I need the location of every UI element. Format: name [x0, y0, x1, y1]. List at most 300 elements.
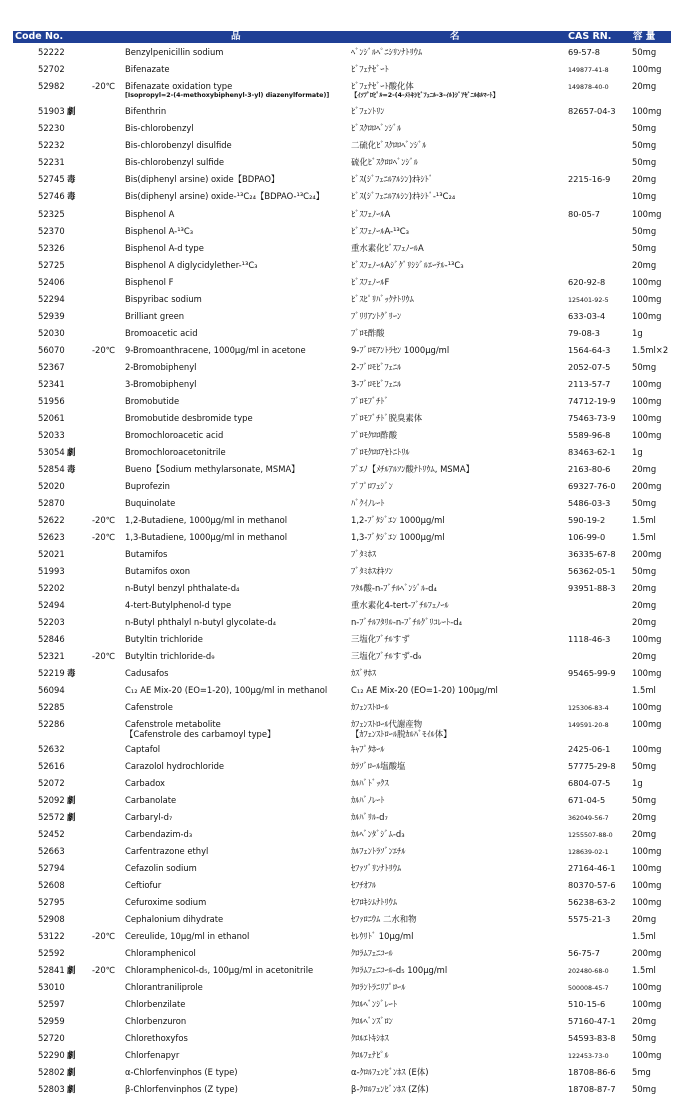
package-quantity: 50mg [632, 226, 657, 236]
product-code: 53010 [38, 982, 65, 992]
table-row [0, 188, 676, 206]
storage-temperature: -20℃ [92, 345, 116, 355]
product-name-en: 4-tert-Butylphenol-d type [125, 600, 232, 610]
table-row [0, 478, 676, 495]
product-name-en: Chlorbenzuron [125, 1016, 187, 1026]
product-name-en: Bromochloroacetonitrile [125, 447, 226, 457]
product-code: 52030 [38, 328, 65, 338]
table-row [0, 648, 676, 665]
table-row [0, 631, 676, 648]
product-name-en: Bifenthrin [125, 106, 167, 116]
package-quantity: 100mg [632, 702, 662, 712]
product-name-ja: ｾﾚｳﾘﾄﾞ 10μg/ml [351, 931, 414, 941]
cas-number: 1564-64-3 [568, 345, 611, 355]
package-quantity: 100mg [632, 209, 662, 219]
product-code: 52231 [38, 157, 65, 167]
cas-number: 18708-87-7 [568, 1084, 616, 1094]
product-name-ja: ﾌﾀﾙ酸-n-ﾌﾞﾁﾙﾍﾞﾝｼﾞﾙ-d₄ [351, 583, 437, 593]
product-name-en: Chlorfenapyr [125, 1050, 180, 1060]
table-row [0, 137, 676, 154]
table-row [0, 495, 676, 512]
package-quantity: 100mg [632, 880, 662, 890]
cas-number: 106-99-0 [568, 532, 606, 542]
product-name-en: Cephalonium dihydrate [125, 914, 224, 924]
product-name-en: Butamifos [125, 549, 168, 559]
package-quantity: 100mg [632, 379, 662, 389]
product-name-en: C₁₂ AE Mix-20 (EO=1-20), 100μg/ml in methanol [125, 685, 328, 695]
product-name-ja: ﾌﾞﾌﾟﾛﾌｪｼﾞﾝ [351, 481, 393, 491]
product-name-en: Chloramphenicol-d₅, 100μg/ml in acetonitrile [125, 965, 314, 975]
table-row [0, 206, 676, 223]
product-code: 52794 [38, 863, 65, 873]
product-code: 52959 [38, 1016, 65, 1026]
package-quantity: 50mg [632, 566, 657, 576]
table-row [0, 359, 676, 376]
package-quantity: 200mg [632, 481, 662, 491]
product-name-ja: 1,3-ﾌﾞﾀｼﾞｴﾝ 1000μg/ml [351, 532, 445, 542]
package-quantity: 20mg [632, 914, 657, 924]
table-row [0, 877, 676, 894]
product-code: 52623 [38, 532, 65, 542]
package-quantity: 100mg [632, 64, 662, 74]
product-name-en-note: 【Cafenstrole des carbamoyl type】 [125, 729, 276, 739]
table-row [0, 716, 676, 741]
product-code: 52608 [38, 880, 65, 890]
cas-number: 128639-02-1 [568, 849, 609, 856]
table-row [0, 427, 676, 444]
product-name-ja: ｾﾌｧｿﾞﾘﾝﾅﾄﾘｳﾑ [351, 863, 402, 873]
product-code: 52802 [38, 1067, 65, 1077]
product-name-ja: ﾋﾞｽﾌｪﾉｰﾙA [351, 209, 391, 219]
table-row [0, 78, 676, 103]
package-quantity: 1.5ml [632, 965, 656, 975]
product-name-en: 3-Bromobiphenyl [125, 379, 197, 389]
table-row [0, 792, 676, 809]
package-quantity: 100mg [632, 294, 662, 304]
product-code: 52202 [38, 583, 65, 593]
product-code: 52622 [38, 515, 65, 525]
cas-number: 79-08-3 [568, 328, 600, 338]
cas-number: 1255507-88-0 [568, 832, 613, 839]
cas-number: 27164-46-1 [568, 863, 616, 873]
product-name-ja: ｸﾛﾙﾍﾞﾝｽﾞﾛﾝ [351, 1016, 393, 1026]
package-quantity: 10mg [632, 191, 657, 201]
product-name-ja: ｾﾌｧﾛﾆｳﾑ 二水和物 [351, 914, 417, 924]
cas-number: 2052-07-5 [568, 362, 611, 372]
product-name-ja: 二硫化ﾋﾞｽｸﾛﾛﾍﾞﾝｼﾞﾙ [351, 140, 427, 150]
product-code: 52908 [38, 914, 65, 924]
table-row [0, 741, 676, 758]
cas-number: 125401-92-5 [568, 297, 609, 304]
product-code: 53054 [38, 447, 65, 457]
cas-number: 202480-68-0 [568, 968, 609, 975]
product-name-ja: ﾋﾞｽﾌｪﾉｰﾙAｼﾞｸﾞﾘｼｼﾞﾙｴｰﾃﾙ-¹³C₃ [351, 260, 464, 270]
cas-number: 149877-41-8 [568, 67, 609, 74]
product-code: 52702 [38, 64, 65, 74]
product-name-en: α-Chlorfenvinphos (E type) [125, 1067, 238, 1077]
product-name-en: Chlorethoxyfos [125, 1033, 188, 1043]
product-code: 52294 [38, 294, 65, 304]
product-name-en: Cefuroxime sodium [125, 897, 207, 907]
cas-number: 57160-47-1 [568, 1016, 616, 1026]
cas-number: 590-19-2 [568, 515, 606, 525]
table-row [0, 945, 676, 962]
package-quantity: 100mg [632, 863, 662, 873]
cas-number: 93951-88-3 [568, 583, 616, 593]
hazard-mark: 毒 [67, 174, 76, 184]
product-name-ja: 2-ﾌﾞﾛﾓﾋﾞﾌｪﾆﾙ [351, 362, 402, 372]
table-row [0, 546, 676, 563]
product-name-ja: ｸﾛﾗﾑﾌｪﾆｺｰﾙ-d₅ 100μg/ml [351, 965, 448, 975]
product-name-en: Carbadox [125, 778, 166, 788]
table-row [0, 529, 676, 546]
product-name-ja: ﾌﾞﾘﾘｱﾝﾄｸﾞﾘｰﾝ [351, 311, 402, 321]
product-code: 52072 [38, 778, 65, 788]
product-code: 52846 [38, 634, 65, 644]
product-code: 52597 [38, 999, 65, 1009]
product-code: 52870 [38, 498, 65, 508]
product-code: 52746 [38, 191, 65, 201]
table-row [0, 61, 676, 78]
table-row [0, 894, 676, 911]
package-quantity: 50mg [632, 1033, 657, 1043]
product-code: 52230 [38, 123, 65, 133]
package-quantity: 1.5ml [632, 931, 656, 941]
package-quantity: 20mg [632, 1016, 657, 1026]
table-row [0, 580, 676, 597]
product-code: 52494 [38, 600, 65, 610]
product-name-en: Chlorbenzilate [125, 999, 186, 1009]
cas-number: 75463-73-9 [568, 413, 616, 423]
product-code: 53122 [38, 931, 65, 941]
cas-number: 74712-19-9 [568, 396, 616, 406]
product-name-ja: ﾍﾞﾝｼﾞﾙﾍﾟﾆｼﾘﾝﾅﾄﾘｳﾑ [351, 47, 423, 57]
header-qty: 容 量 [633, 31, 656, 42]
storage-temperature: -20℃ [92, 965, 116, 975]
product-code: 52021 [38, 549, 65, 559]
product-table-body [0, 44, 676, 1098]
package-quantity: 50mg [632, 362, 657, 372]
cas-number: 510-15-6 [568, 999, 606, 1009]
table-row [0, 342, 676, 359]
product-name-ja: α-ｸﾛﾙﾌｪﾝﾋﾞﾝﾎｽ (E体) [351, 1067, 429, 1077]
product-name-ja: ｸﾛﾙﾌｪﾅﾋﾟﾙ [351, 1050, 389, 1060]
package-quantity: 100mg [632, 311, 662, 321]
table-row [0, 826, 676, 843]
product-name-ja: ﾌﾞﾛﾓ酢酸 [351, 328, 385, 338]
product-name-ja: ﾋﾞｽﾋﾟﾘﾊﾞｯｸﾅﾄﾘｳﾑ [351, 294, 414, 304]
product-name-en: Benzylpenicillin sodium [125, 47, 224, 57]
table-row [0, 1064, 676, 1081]
product-name-ja: ｾﾌﾁｵﾌﾙ [351, 880, 377, 890]
table-row [0, 1013, 676, 1030]
cas-number: 57775-29-8 [568, 761, 616, 771]
table-row [0, 154, 676, 171]
product-name-en: Carfentrazone ethyl [125, 846, 209, 856]
product-code: 52367 [38, 362, 65, 372]
cas-number: 2113-57-7 [568, 379, 611, 389]
product-name-ja: ｾﾌﾛｷｼﾑﾅﾄﾘｳﾑ [351, 897, 398, 907]
cas-number: 620-92-8 [568, 277, 606, 287]
product-name-en: Captafol [125, 744, 161, 754]
package-quantity: 100mg [632, 999, 662, 1009]
package-quantity: 1g [632, 778, 643, 788]
product-code: 52325 [38, 209, 65, 219]
package-quantity: 20mg [632, 600, 657, 610]
package-quantity: 1g [632, 447, 643, 457]
product-name-ja: ｶﾙﾍﾞﾝﾀﾞｼﾞﾑ-d₃ [351, 829, 405, 839]
cas-number: 5575-21-3 [568, 914, 611, 924]
cas-number: 69327-76-0 [568, 481, 616, 491]
product-name-ja-note: 【ｲｿﾌﾟﾛﾋﾟﾙ=2-(4-ﾒﾄｷｼﾋﾞﾌｪﾆﾙ-3-ｲﾙ)ｼﾞｱｾﾞﾆﾙﾎﾙﾏｰﾄ】 [351, 92, 499, 99]
cas-number: 54593-83-8 [568, 1033, 616, 1043]
product-name-en: Bifenazate [125, 64, 170, 74]
cas-number: 149591-20-8 [568, 722, 609, 729]
product-code: 52061 [38, 413, 65, 423]
cas-number: 5589-96-8 [568, 430, 611, 440]
table-row [0, 996, 676, 1013]
product-code: 52982 [38, 81, 65, 91]
product-name-ja: ｸﾛﾗﾝﾄﾗﾆﾘﾌﾟﾛｰﾙ [351, 982, 406, 992]
product-name-en: Bueno【Sodium methylarsonate, MSMA】 [125, 464, 300, 474]
package-quantity: 50mg [632, 761, 657, 771]
product-name-ja: ｶﾌｪﾝｽﾄﾛｰﾙ [351, 702, 389, 712]
table-row [0, 274, 676, 291]
cas-number: 56362-05-1 [568, 566, 616, 576]
package-quantity: 1.5ml [632, 515, 656, 525]
hazard-mark: 劇 [67, 447, 76, 457]
table-row [0, 120, 676, 137]
package-quantity: 50mg [632, 795, 657, 805]
package-quantity: 100mg [632, 277, 662, 287]
table-row [0, 979, 676, 996]
package-quantity: 20mg [632, 260, 657, 270]
table-row [0, 682, 676, 699]
package-quantity: 100mg [632, 846, 662, 856]
package-quantity: 1.5ml [632, 532, 656, 542]
cas-number: 149878-40-0 [568, 84, 609, 91]
product-name-ja: n-ﾌﾞﾁﾙﾌﾀﾘﾙ-n-ﾌﾞﾁﾙｸﾞﾘｺﾚｰﾄ-d₄ [351, 617, 462, 627]
product-name-ja: ｸﾛﾗﾑﾌｪﾆｺｰﾙ [351, 948, 393, 958]
product-name-ja: ﾋﾞｽﾌｪﾉｰﾙA-¹³C₃ [351, 226, 409, 236]
product-name-en: Cefazolin sodium [125, 863, 197, 873]
package-quantity: 100mg [632, 897, 662, 907]
header-name-ja: 名 [450, 31, 460, 42]
cas-number: 122453-73-0 [568, 1053, 609, 1060]
product-name-en: Bisphenol A diglycidylether-¹³C₃ [125, 260, 258, 270]
table-row [0, 699, 676, 716]
hazard-mark: 劇 [67, 1050, 76, 1060]
package-quantity: 1.5ml [632, 685, 656, 695]
product-code: 52092 [38, 795, 65, 805]
product-name-en: β-Chlorfenvinphos (Z type) [125, 1084, 238, 1094]
product-code: 52632 [38, 744, 65, 754]
cas-number: 125306-83-4 [568, 705, 609, 712]
product-name-ja: ﾋﾞｽ(ｼﾞﾌｪﾆﾙｱﾙｼﾝ)ｵｷｼﾄﾞ [351, 174, 433, 184]
storage-temperature: -20℃ [92, 651, 116, 661]
table-header [13, 31, 671, 43]
cas-number: 5486-03-3 [568, 498, 611, 508]
product-name-en: Butyltin trichloride [125, 634, 203, 644]
product-name-en: Bis(diphenyl arsine) oxide【BDPAO】 [125, 174, 280, 184]
product-code: 52406 [38, 277, 65, 287]
cas-number: 82657-04-3 [568, 106, 616, 116]
product-code: 52663 [38, 846, 65, 856]
storage-temperature: -20℃ [92, 81, 116, 91]
product-name-ja: ﾋﾞﾌｪﾝﾄﾘﾝ [351, 106, 385, 116]
product-name-ja: ﾋﾞｽﾌｪﾉｰﾙF [351, 277, 390, 287]
product-name-ja: ｶﾙﾌｪﾝﾄﾗｿﾞﾝｴﾁﾙ [351, 846, 406, 856]
product-name-ja: ﾌﾞｴﾉ【ﾒﾁﾙｱﾙｿﾝ酸ﾅﾄﾘｳﾑ, MSMA】 [351, 464, 474, 474]
package-quantity: 50mg [632, 1084, 657, 1094]
table-row [0, 1030, 676, 1047]
product-code: 52572 [38, 812, 65, 822]
product-name-en: Bisphenol A [125, 209, 175, 219]
package-quantity: 100mg [632, 106, 662, 116]
cas-number: 2163-80-6 [568, 464, 611, 474]
table-row [0, 512, 676, 529]
table-row [0, 911, 676, 928]
package-quantity: 50mg [632, 47, 657, 57]
product-name-en-note: [Isopropyl=2-(4-methoxybiphenyl-3-yl) diazenylformate)] [125, 92, 330, 99]
product-name-ja: ｷｬﾌﾟﾀﾎｰﾙ [351, 744, 385, 754]
product-name-ja: ﾌﾞﾀﾐﾎｽ [351, 549, 377, 559]
product-name-ja: ｶﾙﾊﾞﾉﾚｰﾄ [351, 795, 385, 805]
table-row [0, 928, 676, 945]
product-code: 52841 [38, 965, 65, 975]
hazard-mark: 劇 [67, 965, 76, 975]
product-code: 52033 [38, 430, 65, 440]
product-code: 52592 [38, 948, 65, 958]
table-row [0, 665, 676, 682]
product-code: 52939 [38, 311, 65, 321]
product-name-en: Bisphenol F [125, 277, 174, 287]
product-name-en: Carazolol hydrochloride [125, 761, 225, 771]
product-code: 52321 [38, 651, 65, 661]
product-code: 52219 [38, 668, 65, 678]
product-code: 52725 [38, 260, 65, 270]
hazard-mark: 劇 [67, 106, 76, 116]
cas-number: 1118-46-3 [568, 634, 611, 644]
product-name-ja: 三塩化ﾌﾞﾁﾙすず [351, 634, 410, 644]
product-name-ja: ｸﾛﾙｴﾄｷｼﾎｽ [351, 1033, 389, 1043]
table-row [0, 962, 676, 979]
product-name-ja: 1,2-ﾌﾞﾀｼﾞｴﾝ 1000μg/ml [351, 515, 445, 525]
product-name-en: Bis-chlorobenzyl sulfide [125, 157, 225, 167]
storage-temperature: -20℃ [92, 931, 116, 941]
package-quantity: 100mg [632, 744, 662, 754]
table-row [0, 103, 676, 120]
package-quantity: 20mg [632, 617, 657, 627]
hazard-mark: 毒 [67, 668, 76, 678]
package-quantity: 20mg [632, 829, 657, 839]
product-name-en: Buprofezin [125, 481, 170, 491]
product-name-en: 1,3-Butadiene, 1000μg/ml in methanol [125, 532, 288, 542]
cas-number: 633-03-4 [568, 311, 606, 321]
package-quantity: 50mg [632, 123, 657, 133]
package-quantity: 100mg [632, 719, 662, 729]
product-name-en: 2-Bromobiphenyl [125, 362, 197, 372]
product-code: 52452 [38, 829, 65, 839]
product-code: 52020 [38, 481, 65, 491]
table-row [0, 44, 676, 61]
product-name-en: Bisphenol A-¹³C₃ [125, 226, 194, 236]
product-code: 51903 [38, 106, 65, 116]
table-row [0, 809, 676, 826]
product-name-ja: 硫化ﾋﾞｽｸﾛﾛﾍﾞﾝｼﾞﾙ [351, 157, 418, 167]
product-name-ja: ﾌﾞﾛﾓｸﾛﾛｱｾﾄﾆﾄﾘﾙ [351, 447, 410, 457]
header-name-en: 品 [231, 31, 241, 42]
hazard-mark: 劇 [67, 1084, 76, 1094]
cas-number: 362049-56-7 [568, 815, 609, 822]
product-name-en: Butyltin trichloride-d₉ [125, 651, 215, 661]
product-name-en: Cereulide, 10μg/ml in ethanol [125, 931, 250, 941]
package-quantity: 100mg [632, 413, 662, 423]
package-quantity: 20mg [632, 651, 657, 661]
product-code: 52795 [38, 897, 65, 907]
table-row [0, 223, 676, 240]
cas-number: 2215-16-9 [568, 174, 611, 184]
product-name-ja: 9-ﾌﾞﾛﾓｱﾝﾄﾗｾﾝ 1000μg/ml [351, 345, 450, 355]
product-name-en: Bromoacetic acid [125, 328, 198, 338]
product-code: 51956 [38, 396, 65, 406]
product-name-ja: 重水素化4-tert-ﾌﾞﾁﾙﾌｪﾉｰﾙ [351, 600, 449, 610]
product-code: 52341 [38, 379, 65, 389]
product-code: 51993 [38, 566, 65, 576]
hazard-mark: 劇 [67, 795, 76, 805]
product-code: 52803 [38, 1084, 65, 1094]
cas-number: 69-57-8 [568, 47, 600, 57]
product-code: 52745 [38, 174, 65, 184]
product-name-en: 9-Bromoanthracene, 1000μg/ml in acetone [125, 345, 306, 355]
package-quantity: 20mg [632, 583, 657, 593]
header-code-no: Code No. [15, 31, 64, 42]
storage-temperature: -20℃ [92, 515, 116, 525]
product-name-en: Bromochloroacetic acid [125, 430, 224, 440]
product-name-en: 1,2-Butadiene, 1000μg/ml in methanol [125, 515, 288, 525]
cas-number: 36335-67-8 [568, 549, 616, 559]
product-name-ja: ﾌﾞﾛﾓﾌﾞﾁﾄﾞ [351, 396, 389, 406]
product-name-en: Chloramphenicol [125, 948, 196, 958]
table-row [0, 758, 676, 775]
cas-number: 80370-57-6 [568, 880, 616, 890]
product-code: 52232 [38, 140, 65, 150]
package-quantity: 5mg [632, 1067, 651, 1077]
product-code: 52854 [38, 464, 65, 474]
product-name-ja: ｶｽﾞｻﾎｽ [351, 668, 377, 678]
product-name-ja: ｶﾙﾊﾞﾄﾞｯｸｽ [351, 778, 389, 788]
table-row [0, 308, 676, 325]
product-name-en: n-Butyl benzyl phthalate-d₄ [125, 583, 240, 593]
hazard-mark: 劇 [67, 1067, 76, 1077]
cas-number: 2425-06-1 [568, 744, 611, 754]
product-name-en: Chlorantraniliprole [125, 982, 203, 992]
package-quantity: 50mg [632, 243, 657, 253]
product-name-ja: ﾌﾞﾀﾐﾎｽｵｷｿﾝ [351, 566, 393, 576]
package-quantity: 20mg [632, 81, 657, 91]
product-name-en: Bromobutide [125, 396, 180, 406]
package-quantity: 100mg [632, 668, 662, 678]
cas-number: 95465-99-9 [568, 668, 616, 678]
product-code: 52326 [38, 243, 65, 253]
product-name-ja: ｶﾌｪﾝｽﾄﾛｰﾙ代謝産物 [351, 719, 423, 729]
product-name-en: Cafenstrole [125, 702, 173, 712]
package-quantity: 200mg [632, 549, 662, 559]
product-code: 52290 [38, 1050, 65, 1060]
product-name-en: Bifenazate oxidation type [125, 81, 233, 91]
package-quantity: 50mg [632, 498, 657, 508]
product-name-en: n-Butyl phthalyl n-butyl glycolate-d₄ [125, 617, 277, 627]
